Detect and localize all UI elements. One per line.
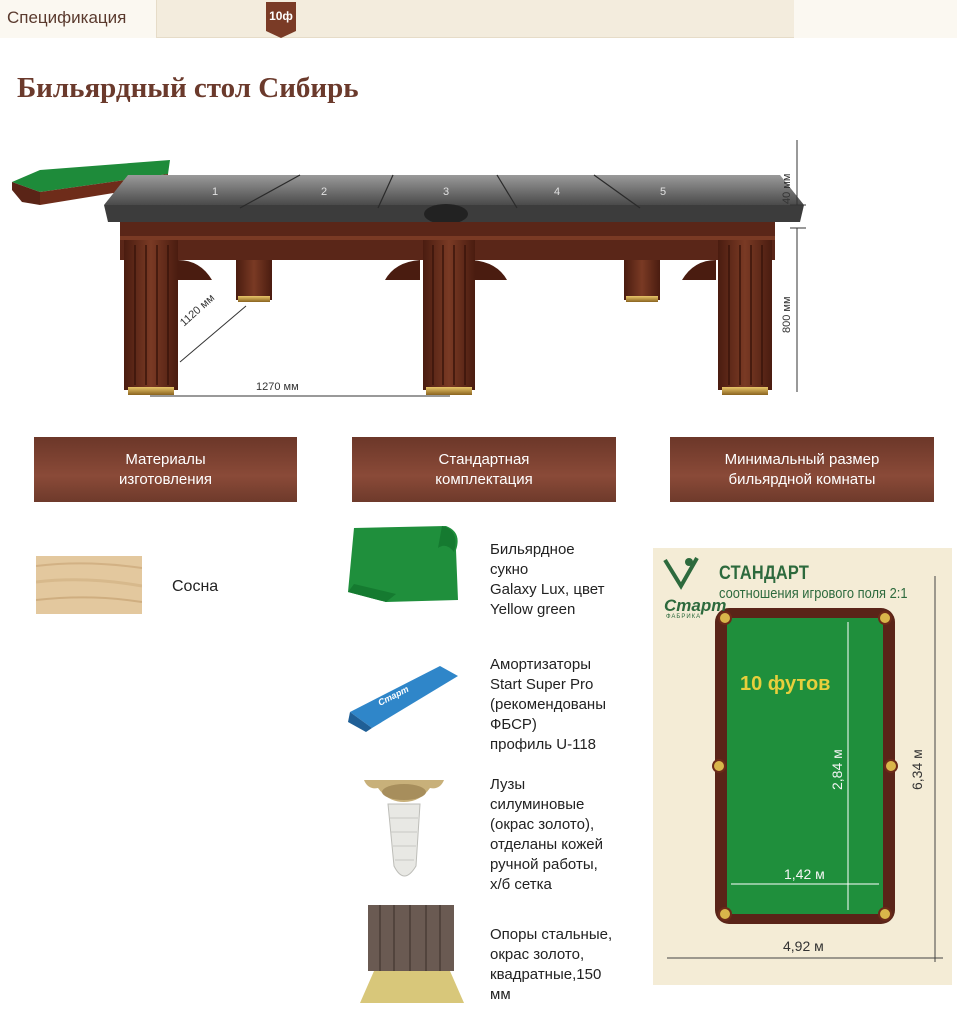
- standard-title: СТАНДАРТ: [719, 563, 810, 584]
- kit-pocket-line: (окрас золото),: [490, 816, 595, 833]
- kit-pocket-line: Лузы: [490, 776, 526, 793]
- table-illustration: [0, 130, 820, 410]
- kit-pocket-line: отделаны кожей: [490, 836, 603, 853]
- size-badge-label: 10ф: [269, 9, 293, 23]
- kit-cloth-line: сукно: [490, 561, 529, 578]
- kit-item-pockets: [490, 775, 625, 895]
- dim-depth: 1120 мм: [178, 292, 218, 329]
- kit-support-line: квадратные,150: [490, 966, 602, 983]
- leg-support-image: [360, 905, 464, 1005]
- board-number-1: 1: [212, 186, 219, 198]
- play-width-label: 1,42 м: [784, 866, 825, 882]
- kit-item-supports: [490, 925, 625, 1005]
- dim-table-height: 800 мм: [781, 296, 793, 333]
- cushion-brand-text: Старт: [376, 683, 411, 708]
- kit-support-line: окрас золото,: [490, 946, 585, 963]
- table-legs: [124, 240, 772, 390]
- section-room-line2: бильярдной комнаты: [728, 471, 876, 488]
- kit-cloth-line: Yellow green: [490, 601, 576, 618]
- section-materials-header: [34, 437, 297, 502]
- tab-specification[interactable]: [0, 0, 157, 38]
- kit-support-line: Опоры стальные,: [490, 926, 613, 943]
- kit-item-cloth: [490, 540, 625, 620]
- kit-pocket-line: ручной работы,: [490, 856, 598, 873]
- tab-bar: [0, 0, 957, 38]
- section-room-line1: Минимальный размер: [724, 451, 880, 468]
- kit-cushion-line: (рекомендованы: [490, 696, 606, 713]
- board-number-2: 2: [321, 186, 328, 198]
- kit-support-line: мм: [490, 986, 511, 1003]
- section-materials-line1: Материалы: [125, 451, 206, 468]
- kit-cushion-line: профиль U-118: [490, 736, 597, 753]
- standard-subtitle: соотношения игрового поля 2:1: [719, 585, 908, 602]
- brand-name: Старт: [664, 596, 727, 615]
- room-width-label: 4,92 м: [783, 938, 824, 954]
- table-top: [104, 175, 804, 205]
- kit-cushion-line: Амортизаторы: [490, 656, 591, 673]
- section-kit-header: [352, 437, 616, 502]
- section-materials-line2: изготовления: [119, 471, 212, 488]
- kit-pocket-line: силуминовые: [490, 796, 585, 813]
- board-number-3: 3: [443, 186, 450, 198]
- kit-cloth-line: Бильярдное: [490, 541, 575, 558]
- tab-bar-right-area: [794, 0, 957, 38]
- board-number-4: 4: [554, 186, 561, 198]
- brand-logo-icon: [665, 558, 697, 586]
- dim-width: 1270 мм: [256, 381, 299, 393]
- kit-item-cushions: [490, 655, 625, 755]
- brand-subtitle: ФАБРИКА: [666, 614, 702, 620]
- pocket-image: [360, 774, 448, 888]
- board-number-5: 5: [660, 186, 667, 198]
- pine-wood-swatch: [36, 556, 142, 614]
- kit-cushion-line: Start Super Pro: [490, 676, 594, 693]
- section-kit-line1: Стандартная: [438, 451, 530, 468]
- kit-cloth-line: Galaxy Lux, цвет: [490, 581, 605, 598]
- cushion-image: [346, 662, 464, 732]
- kit-cushion-line: ФБСР): [490, 716, 537, 733]
- page-title: Бильярдный стол Сибирь: [17, 72, 359, 104]
- size-badge[interactable]: [265, 2, 297, 38]
- tab-specification-label: Спецификация: [7, 8, 127, 27]
- table-size-label: 10 футов: [740, 673, 831, 695]
- kit-pocket-line: х/б сетка: [490, 876, 552, 893]
- dim-board-height: 40 мм: [781, 173, 793, 204]
- cloth-image: [346, 522, 462, 606]
- section-kit-line2: комплектация: [435, 471, 533, 488]
- material-name: Сосна: [172, 578, 219, 595]
- play-length-label: 2,84 м: [829, 749, 845, 790]
- section-room-header: [670, 437, 934, 502]
- room-length-label: 6,34 м: [909, 749, 925, 790]
